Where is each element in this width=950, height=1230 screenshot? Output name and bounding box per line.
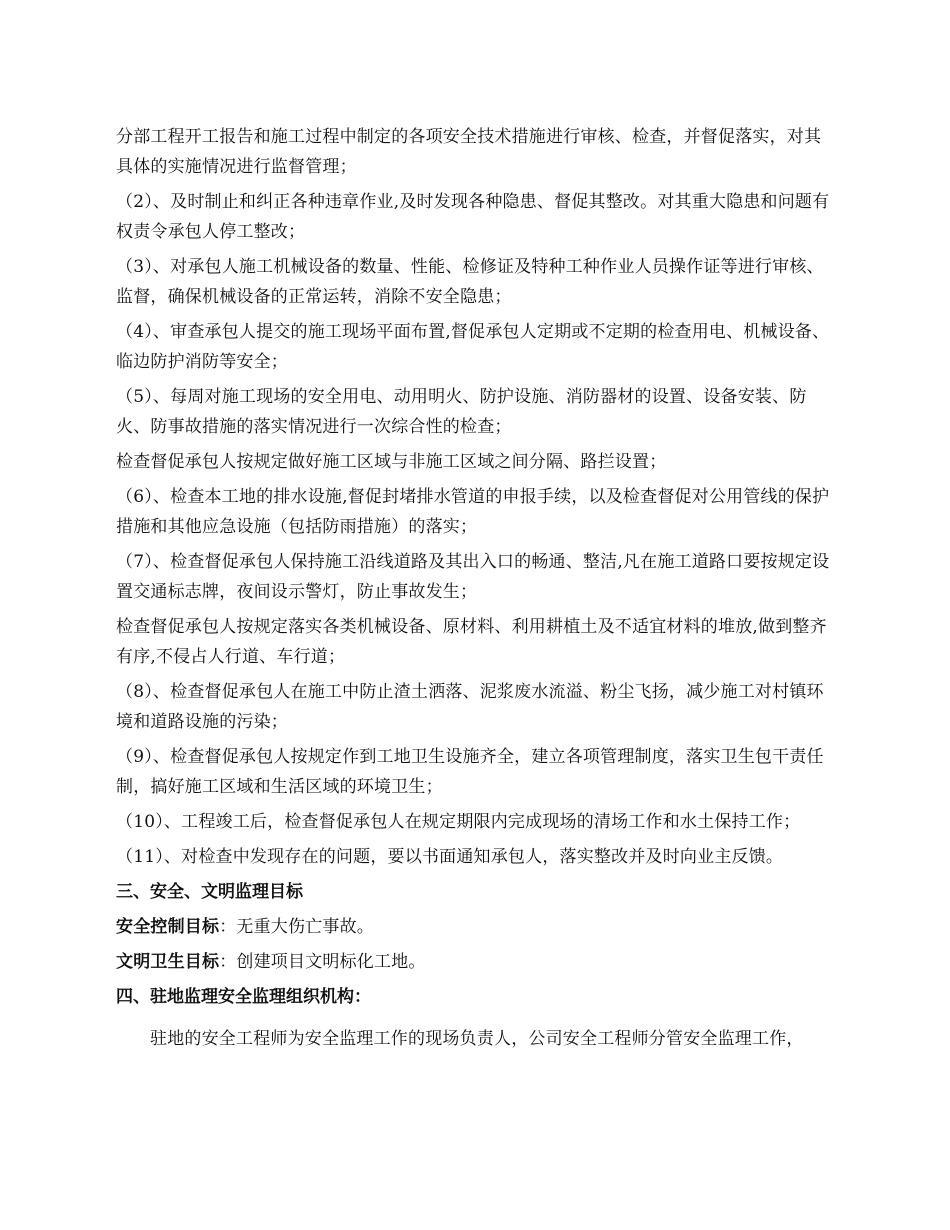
section-4-heading: 四、驻地监理安全监理组织机构： — [116, 987, 371, 1007]
civil-target-value: ：创建项目文明标化工地。 — [219, 952, 426, 972]
paragraph-item-2: （2）、及时制止和纠正各种违章作业,及时发现各种隐患、督促其整改。对其重大隐患和问题有权责令承包人停工整改； — [116, 192, 830, 242]
paragraph-organization: 驻地的安全工程师为安全监理工作的现场负责人，公司安全工程师分管安全监理工作， — [150, 1029, 804, 1049]
paragraph-item-7: （7）、检查督促承包人保持施工沿线道路及其出入口的畅通、整洁,凡在施工道路口要按规定设置交通标志牌，夜间设示警灯，防止事故发生； — [116, 552, 830, 602]
safety-target-label: 安全控制目标 — [116, 917, 220, 937]
paragraph-item-9: （9）、检查督促承包人按规定作到工地卫生设施齐全，建立各项管理制度，落实卫生包干责任制，搞好施工区域和生活区域的环境卫生； — [116, 747, 824, 797]
document-body — [116, 122, 838, 1059]
section-3-heading: 三、安全、文明监理目标 — [116, 882, 303, 902]
paragraph-review-measures: 分部工程开工报告和施工过程中制定的各项安全技术措施进行审核、检查，并督促落实，对其具体的实施情况进行监督管理； — [116, 127, 822, 177]
civil-target-line — [116, 947, 838, 977]
paragraph-item-11: （11）、对检查中发现存在的问题，要以书面通知承包人，落实整改并及时向业主反馈。 — [116, 847, 784, 867]
safety-target-value: ：无重大伤亡事故。 — [219, 917, 375, 937]
paragraph-item-4: （4）、审查承包人提交的施工现场平面布置,督促承包人定期或不定期的检查用电、机械设备、临边防护消防等安全； — [116, 322, 830, 372]
paragraph-item-10: （10）、工程竣工后，检查督促承包人在规定期限内完成现场的清场工作和水土保持工作； — [116, 812, 801, 832]
paragraph-separation: 检查督促承包人按规定做好施工区域与非施工区域之间分隔、路拦设置； — [116, 452, 667, 472]
paragraph-material-storage: 检查督促承包人按规定落实各类机械设备、原材料、利用耕植土及不适宜材料的堆放,做到整齐有序,不侵占人行道、车行道； — [116, 617, 827, 667]
paragraph-item-3: （3）、对承包人施工机械设备的数量、性能、检修证及特种工种作业人员操作证等进行审核、监督，确保机械设备的正常运转，消除不安全隐患； — [116, 257, 824, 307]
paragraph-item-5: （5）、每周对施工现场的安全用电、动用明火、防护设施、消防器材的设置、设备安装、防火、防事故措施的落实情况进行一次综合性的检查； — [116, 387, 807, 437]
paragraph-item-6: （6）、检查本工地的排水设施,督促封堵排水管道的申报手续，以及检查督促对公用管线的保护措施和其他应急设施（包括防雨措施）的落实； — [116, 487, 830, 537]
civil-target-label: 文明卫生目标 — [116, 952, 220, 972]
paragraph-item-8: （8）、检查督促承包人在施工中防止渣土洒落、泥浆废水流溢、粉尘飞扬，减少施工对村镇环境和道路设施的污染； — [116, 682, 824, 732]
safety-target-line — [116, 912, 838, 942]
